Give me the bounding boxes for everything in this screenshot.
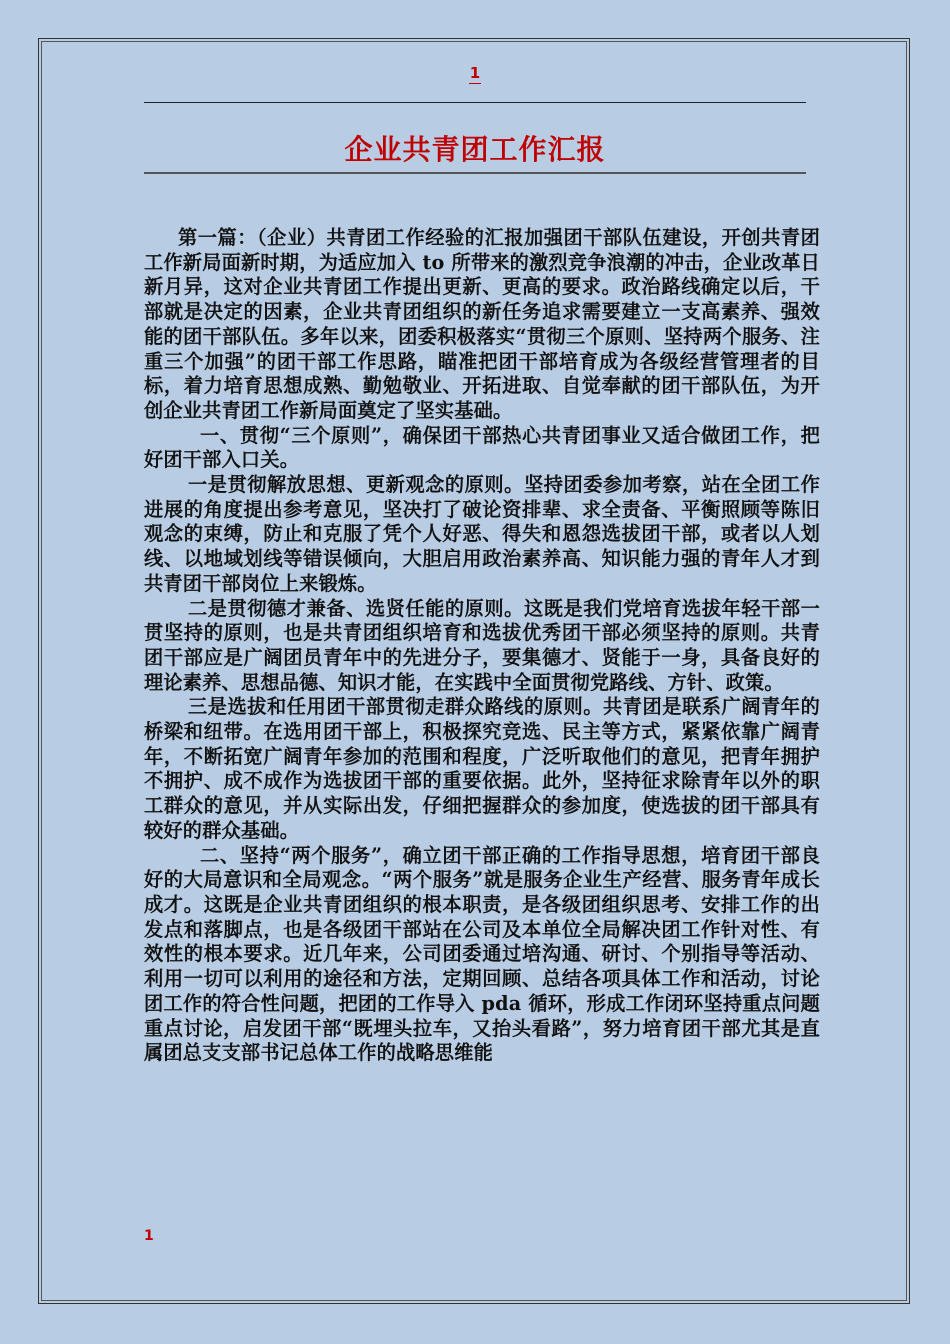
header-divider (144, 102, 806, 103)
document-body (144, 226, 820, 1066)
paragraph-principle-2: 二是贯彻德才兼备、选贤任能的原则。这既是我们党培育选拔年轻干部一贯坚持的原则，也是共青团组织培育和选拔优秀团干部必须坚持的原则。共青团干部应是广阔团员青年中的先进分子，要集德才、贤能于一身，具备良好的理论素养、思想品德、知识才能，在实践中全面贯彻党路线、方针、政策。 (144, 596, 820, 694)
paragraph-section-2: 二、坚持“两个服务”，确立团干部正确的工作指导思想，培育团干部良好的大局意识和全局观念。“两个服务”就是服务企业生产经营、服务青年成长成才。这既是企业共青团组织的根本职责，是各级团组织思考、安排工作的出发点和落脚点，也是各级团干部站在公司及本单位全局解决团工作针对性、有效性的根本要求。近几年来，公司团委通过培沟通、研讨、个别指导等活动、利用一切可以利用的途径和方法，定期回顾、总结各项具体工作和活动，讨论团工作的符合性问题，把团的工作导入 pda 循环，形成工作闭环坚持重点问题重点讨论，启发团干部“既埋头拉车，又抬头看路”，努力培育团干部尤其是直属团总支支部书记总体工作的战略思维能 (144, 843, 820, 1065)
paragraph-intro: 第一篇：（企业）共青团工作经验的汇报加强团干部队伍建设，开创共青团工作新局面新时期，为适应加入 to 所带来的激烈竞争浪潮的冲击，企业改革日新月异，这对企业共青团工作提出更新、更高的要求。政治路线确定以后，干部就是决定的因素，企业共青团组织的新任务追求需要建立一支高素养、强效能的团干部队伍。多年以来，团委积极落实“贯彻三个原则、坚持两个服务、注重三个加强”的团干部工作思路，瞄准把团干部培育成为各级经营管理者的目标，着力培育思想成熟、勤勉敬业、开拓进取、自觉奉献的团干部队伍，为开创企业共青团工作新局面奠定了坚实基础。 (144, 226, 820, 422)
title-divider (144, 172, 806, 174)
paragraph-principle-1: 一是贯彻解放思想、更新观念的原则。坚持团委参加考察，站在全团工作进展的角度提出参考意见，坚决打了破论资排辈、求全责备、平衡照顾等陈旧观念的束缚，防止和克服了凭个人好恶、得失和恩怨选拔团干部，或者以人划线、以地域划线等错误倾向，大胆启用政治素养高、知识能力强的青年人才到共青团干部岗位上来锻炼。 (144, 473, 820, 595)
paragraph-section-1-heading: 一、贯彻“三个原则”，确保团干部热心共青团事业又适合做团工作，把好团干部入口关。 (144, 423, 820, 472)
paragraph-principle-3: 三是选拔和任用团干部贯彻走群众路线的原则。共青团是联系广阔青年的桥梁和纽带。在选用团干部上，积极探究竞选、民主等方式，紧紧依靠广阔青年，不断拓宽广阔青年参加的范围和程度，广泛听取他们的意见，把青年拥护不拥护、成不成作为选拔团干部的重要依据。此外，坚持征求除青年以外的职工群众的意见，并从实际出发，仔细把握群众的参加度，使选拔的团干部具有较好的群众基础。 (144, 695, 820, 842)
document-title: 企业共青团工作汇报 (344, 133, 606, 166)
header-page-number: 1 (469, 64, 481, 82)
footer-page-number: 1 (144, 1228, 154, 1244)
